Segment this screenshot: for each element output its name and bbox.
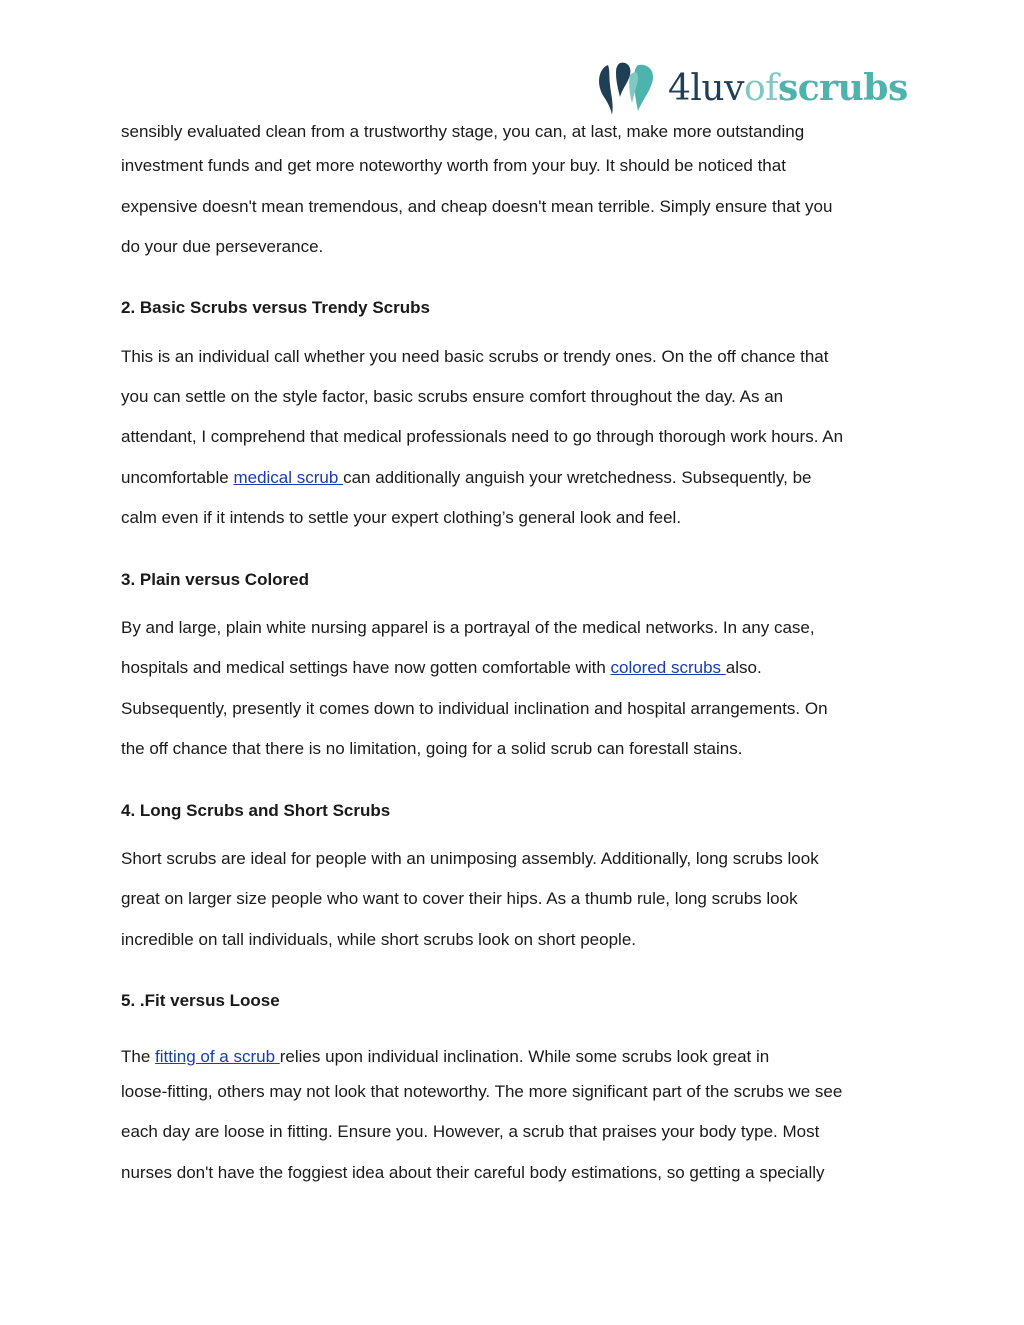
section-3-heading: 3. Plain versus Colored <box>121 570 310 589</box>
section-3-line-1: By and large, plain white nursing apparel is a portrayal of the medical networks. In any case, <box>121 618 815 637</box>
intro-line-2: investment funds and get more noteworthy worth from your buy. It should be noticed that <box>121 156 786 175</box>
section-5-line-2: loose-fitting, others may not look that noteworthy. The more significant part of the scrubs we see <box>121 1082 843 1101</box>
colored-scrubs-link[interactable]: colored scrubs <box>610 658 726 677</box>
section-2-heading: 2. Basic Scrubs versus Trendy Scrubs <box>121 298 430 317</box>
section-4-heading: 4. Long Scrubs and Short Scrubs <box>121 801 391 820</box>
brand-logo <box>594 58 908 118</box>
section-5-line-4: nurses don't have the foggiest idea about their careful body estimations, so getting a specially <box>121 1163 825 1182</box>
section-2-line-2: you can settle on the style factor, basic scrubs ensure comfort throughout the day. As an <box>121 387 784 406</box>
section-4-line-1: Short scrubs are ideal for people with an unimposing assembly. Additionally, long scrubs look <box>121 849 819 868</box>
section-5-heading: 5. .Fit versus Loose <box>121 991 280 1010</box>
logo-text-scrubs: scrubs <box>777 66 908 109</box>
section-5-line-1-end: relies upon individual inclination. While some scrubs look great in <box>279 1047 770 1066</box>
intro-line-1: sensibly evaluated clean from a trustworthy stage, you can, at last, make more outstanding <box>121 122 805 141</box>
section-3-line-2-start: hospitals and medical settings have now gotten comfortable with <box>121 658 611 677</box>
logo-wordmark <box>668 66 908 109</box>
logo-text-4luv: 4luv <box>668 67 744 109</box>
fitting-of-a-scrub-link[interactable]: fitting of a scrub <box>155 1047 280 1066</box>
section-5-line-1 <box>121 1047 769 1067</box>
section-3-line-2-end: also. <box>725 658 762 677</box>
section-4-line-3: incredible on tall individuals, while short scrubs look on short people. <box>121 930 637 949</box>
section-2-line-4-end: can additionally anguish your wretchedness. Subsequently, be <box>343 468 812 487</box>
section-4-line-2: great on larger size people who want to cover their hips. As a thumb rule, long scrubs look <box>121 889 798 908</box>
section-2-line-3: attendant, I comprehend that medical professionals need to go through thorough work hours. An <box>121 427 844 446</box>
section-2-line-4 <box>121 468 812 488</box>
section-2-line-5: calm even if it intends to settle your expert clothing’s general look and feel. <box>121 508 682 527</box>
section-3-line-3: Subsequently, presently it comes down to individual inclination and hospital arrangements. On <box>121 699 828 718</box>
intro-line-4: do your due perseverance. <box>121 237 324 256</box>
medical-scrub-link[interactable]: medical scrub <box>233 468 344 487</box>
section-2-line-4-start: uncomfortable <box>121 468 234 487</box>
section-5-line-1-start: The <box>121 1047 156 1066</box>
intro-line-3: expensive doesn't mean tremendous, and cheap doesn't mean terrible. Simply ensure that you <box>121 197 833 216</box>
section-3-line-2 <box>121 658 762 678</box>
section-3-line-4: the off chance that there is no limitation, going for a solid scrub can forestall stains. <box>121 739 743 758</box>
section-5-line-3: each day are loose in fitting. Ensure you. However, a scrub that praises your body type. Most <box>121 1122 820 1141</box>
hearts-icon <box>594 59 664 117</box>
section-2-line-1: This is an individual call whether you need basic scrubs or trendy ones. On the off chance that <box>121 347 829 366</box>
logo-text-of: of <box>743 67 778 109</box>
